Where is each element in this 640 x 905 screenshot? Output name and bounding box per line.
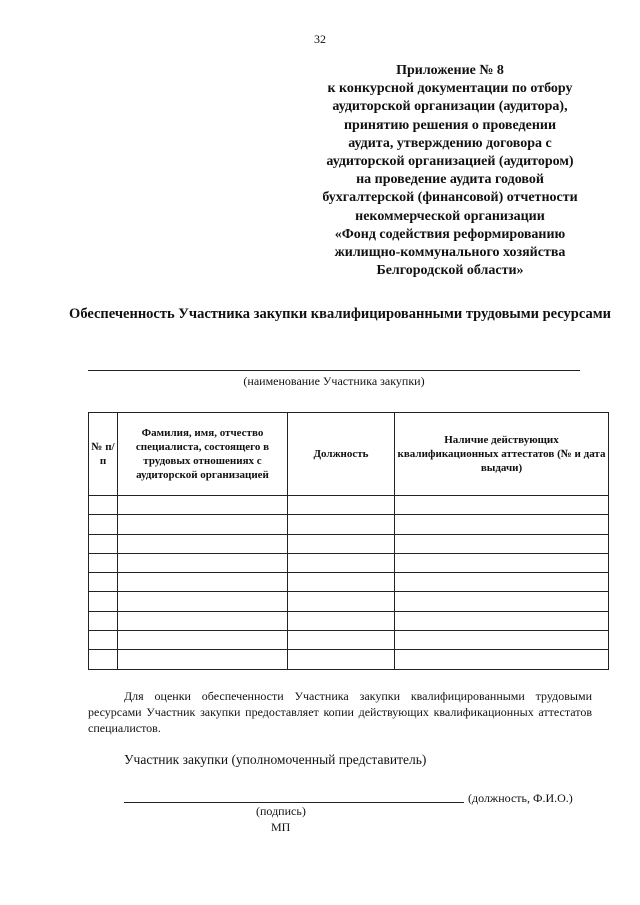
table-row	[89, 534, 609, 553]
table-cell	[288, 592, 395, 611]
page-number: 32	[314, 32, 326, 46]
table-cell	[395, 592, 609, 611]
table-cell	[395, 573, 609, 592]
table-cell	[118, 592, 288, 611]
table-header-row	[89, 413, 609, 496]
table-cell	[118, 515, 288, 534]
appendix-line: аудита, утверждению договора с	[348, 135, 552, 151]
appendix-line: принятию решения о проведении	[343, 117, 557, 133]
table-cell	[118, 573, 288, 592]
table-row	[89, 592, 609, 611]
table-cell	[89, 534, 118, 553]
table-cell	[89, 650, 118, 669]
appendix-line: «Фонд содействия реформированию	[334, 226, 566, 242]
table-cell	[288, 650, 395, 669]
table-cell	[118, 496, 288, 515]
table-cell	[288, 631, 395, 650]
table-cell	[395, 631, 609, 650]
table-cell	[118, 611, 288, 630]
signer-label: Участник закупки (уполномоченный представитель)	[124, 752, 427, 767]
table-cell	[118, 553, 288, 572]
table-row	[89, 515, 609, 534]
table-cell	[89, 496, 118, 515]
appendix-line: Белгородской области»	[376, 263, 524, 279]
column-header-number: № п/п	[89, 413, 118, 496]
note-paragraph: Для оценки обеспеченности Участника закупки квалифицированными трудовыми ресурсами Участник закупки предоставляет копии действующих квалификационных аттестатов специалистов.	[88, 689, 592, 735]
table-cell	[89, 611, 118, 630]
table-cell	[288, 573, 395, 592]
appendix-line: аудиторской организацией (аудитором)	[326, 154, 574, 170]
signature-caption: (подпись)	[256, 804, 306, 818]
column-header-certificates: Наличие действующих квалификационных аттестатов (№ и дата выдачи)	[395, 413, 609, 496]
table-cell	[118, 650, 288, 669]
table-row	[89, 553, 609, 572]
appendix-heading	[290, 62, 610, 280]
table-cell	[395, 611, 609, 630]
table-cell	[118, 631, 288, 650]
table-cell	[395, 534, 609, 553]
table-cell	[395, 650, 609, 669]
stamp-label: МП	[271, 820, 291, 834]
table-cell	[89, 631, 118, 650]
participant-name-caption: (наименование Участника закупки)	[243, 374, 425, 388]
table-cell	[395, 496, 609, 515]
table-row	[89, 650, 609, 669]
table-cell	[395, 515, 609, 534]
table-cell	[118, 534, 288, 553]
column-header-full-name: Фамилия, имя, отчество специалиста, состоящего в трудовых отношениях с аудиторской организацией	[118, 413, 288, 496]
column-header-position: Должность	[288, 413, 395, 496]
table-cell	[89, 592, 118, 611]
table-row	[89, 573, 609, 592]
appendix-line: к конкурсной документации по отбору	[327, 81, 573, 97]
appendix-line: некоммерческой организации	[355, 208, 545, 224]
table-row	[89, 496, 609, 515]
table-body	[89, 496, 609, 670]
table-cell	[89, 553, 118, 572]
appendix-line: аудиторской организации (аудитора),	[332, 99, 568, 115]
participant-name-line	[88, 370, 580, 371]
table-cell	[89, 573, 118, 592]
table-cell	[395, 553, 609, 572]
specialists-table	[88, 412, 609, 670]
table-cell	[288, 515, 395, 534]
signature-line	[124, 802, 464, 803]
appendix-line: жилищно-коммунального хозяйства	[334, 245, 566, 261]
table-row	[89, 631, 609, 650]
table-cell	[288, 611, 395, 630]
appendix-line: бухгалтерской (финансовой) отчетности	[322, 190, 578, 206]
table-row	[89, 611, 609, 630]
position-caption: (должность, Ф.И.О.)	[468, 791, 573, 805]
table-cell	[288, 534, 395, 553]
table-cell	[288, 496, 395, 515]
appendix-line: на проведение аудита годовой	[356, 172, 544, 188]
table-cell	[89, 515, 118, 534]
table-cell	[288, 553, 395, 572]
appendix-line: Приложение № 8	[396, 63, 504, 78]
document-title: Обеспеченность Участника закупки квалифицированными трудовыми ресурсами	[69, 306, 611, 322]
